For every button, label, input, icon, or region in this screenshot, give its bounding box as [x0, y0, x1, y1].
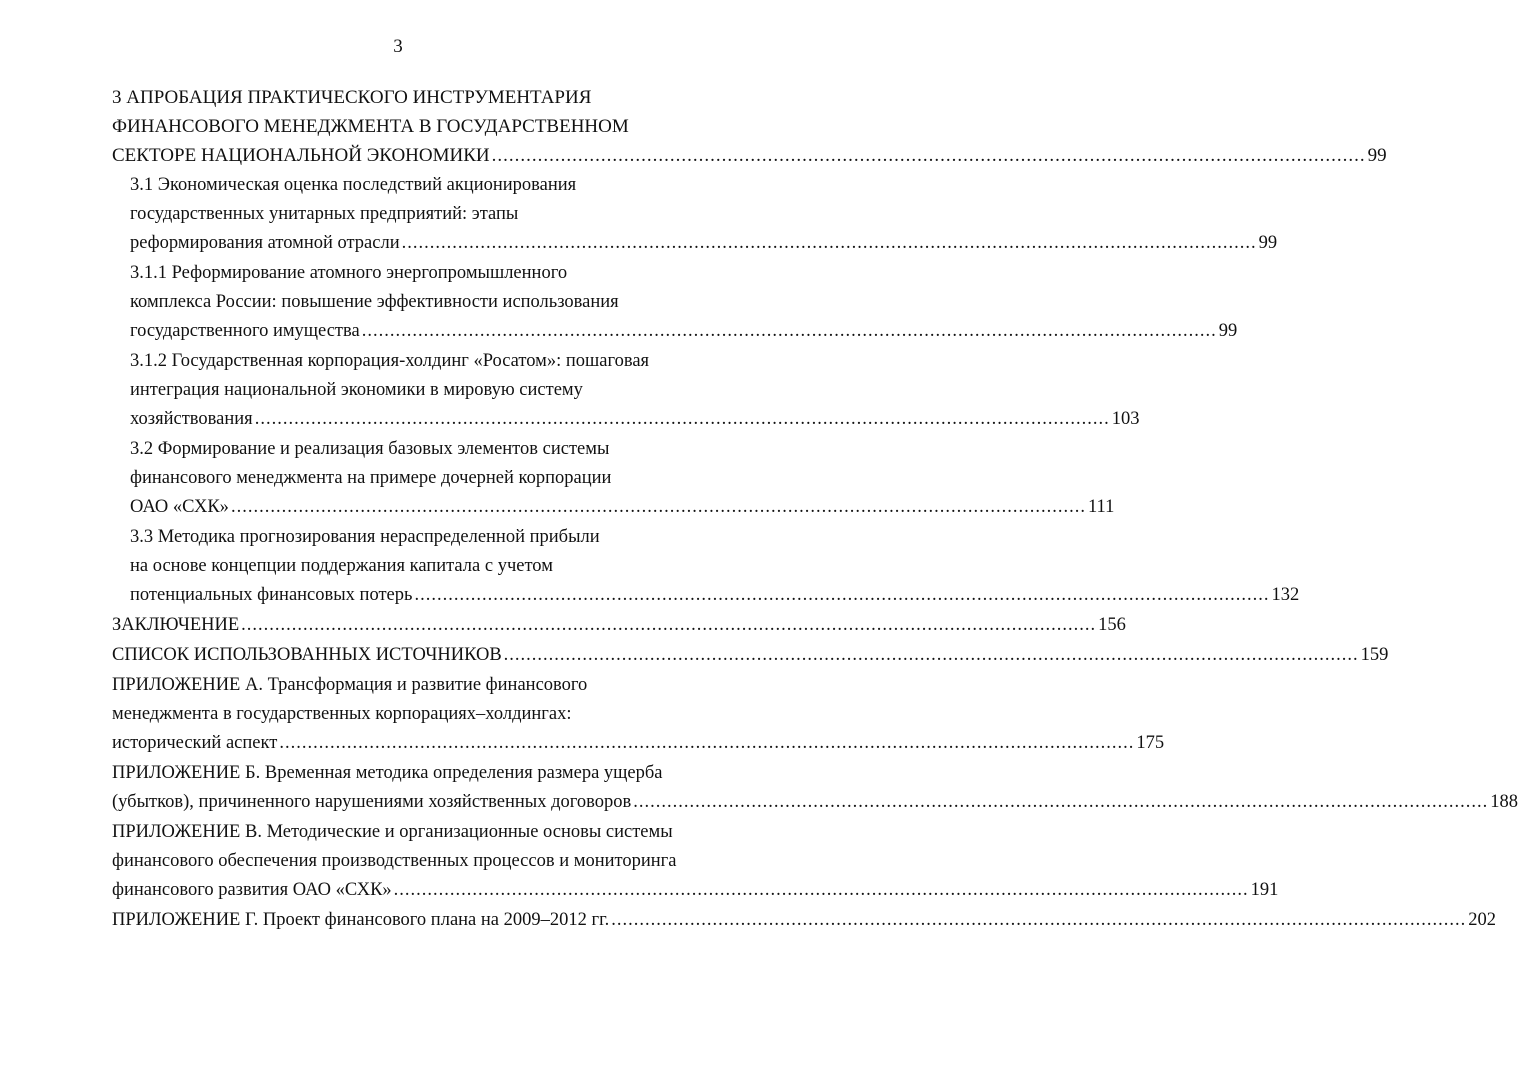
toc-page-number: 188	[1490, 792, 1518, 812]
toc-line: 3.1 Экономическая оценка последствий акционирования	[130, 175, 577, 195]
toc-line: ФИНАНСОВОГО МЕНЕДЖМЕНТА В ГОСУДАРСТВЕННОМ	[112, 116, 629, 137]
toc-line: реформирования атомной отрасли	[130, 233, 400, 253]
toc-line-leader	[112, 788, 1518, 817]
toc-line-leader	[130, 581, 1300, 610]
toc-line: СПИСОК ИСПОЛЬЗОВАННЫХ ИСТОЧНИКОВ	[112, 645, 502, 665]
toc-page-number: 99	[1367, 145, 1387, 166]
toc-page-number: 202	[1468, 910, 1496, 930]
dot-leader: ........................................................................................................................................................	[241, 615, 1097, 635]
toc-line: СЕКТОРЕ НАЦИОНАЛЬНОЙ ЭКОНОМИКИ	[112, 145, 490, 166]
toc-line-leader	[112, 611, 1126, 640]
toc-line-leader	[112, 729, 1165, 758]
toc-line: ПРИЛОЖЕНИЕ Б. Временная методика определения размера ущерба	[112, 763, 663, 783]
toc-line: хозяйствования	[130, 409, 253, 429]
dot-leader: ........................................................................................................................................................	[230, 497, 1086, 517]
toc-line: финансового развития ОАО «СХК»	[112, 880, 392, 900]
toc-line: ПРИЛОЖЕНИЕ Г. Проект финансового плана на 2009–2012 гг.	[112, 910, 610, 930]
toc-line: менеджмента в государственных корпорациях–холдингах:	[112, 704, 572, 724]
toc-line: ОАО «СХК»	[130, 497, 229, 517]
toc-line-leader	[130, 405, 1140, 434]
toc-line: исторический аспект	[112, 733, 278, 753]
toc-line-leader	[130, 317, 1238, 346]
toc-line: потенциальных финансовых потерь	[130, 585, 413, 605]
toc-line: ЗАКЛЮЧЕНИЕ	[112, 615, 240, 635]
toc-line-leader	[112, 141, 1387, 170]
toc-page-number: 99	[1218, 321, 1238, 341]
toc-line-leader	[130, 493, 1115, 522]
toc-line: ПРИЛОЖЕНИЕ В. Методические и организационные основы системы	[112, 822, 673, 842]
toc-page-number: 156	[1098, 615, 1126, 635]
toc-page-number: 132	[1271, 585, 1300, 605]
toc-line: 3.1.1 Реформирование атомного энергопромышленного	[130, 263, 568, 283]
toc-line: 3.1.2 Государственная корпорация-холдинг «Росатом»: пошаговая	[130, 351, 650, 371]
toc-line: комплекса России: повышение эффективности использования	[130, 292, 619, 312]
toc-line: (убытков), причиненного нарушениями хозяйственных договоров	[112, 792, 632, 812]
toc-line-leader	[112, 876, 1279, 905]
toc-line: на основе концепции поддержания капитала с учетом	[130, 556, 553, 576]
toc-line: государственных унитарных предприятий: этапы	[130, 204, 519, 224]
dot-leader: ........................................................................................................................................................	[503, 645, 1359, 665]
dot-leader: ........................................................................................................................................................	[401, 233, 1257, 253]
toc-line: 3 АПРОБАЦИЯ ПРАКТИЧЕСКОГО ИНСТРУМЕНТАРИЯ	[112, 87, 592, 108]
dot-leader: ........................................................................................................................................................	[611, 910, 1467, 930]
dot-leader: ........................................................................................................................................................	[393, 880, 1249, 900]
toc-line: 3.3 Методика прогнозирования нераспределенной прибыли	[130, 527, 600, 547]
toc-line-leader	[112, 906, 1496, 935]
dot-leader: ........................................................................................................................................................	[254, 409, 1110, 429]
toc-page-number: 103	[1111, 409, 1140, 429]
toc-page-number: 175	[1136, 733, 1165, 753]
toc-page-number: 111	[1087, 497, 1115, 517]
toc-line: финансового обеспечения производственных процессов и мониторинга	[112, 851, 677, 871]
toc-line: 3.2 Формирование и реализация базовых элементов системы	[130, 439, 610, 459]
dot-leader: ........................................................................................................................................................	[491, 145, 1366, 166]
toc-page-number: 99	[1258, 233, 1278, 253]
dot-leader: ........................................................................................................................................................	[361, 321, 1217, 341]
toc-line: государственного имущества	[130, 321, 360, 341]
toc-line-leader	[130, 229, 1278, 258]
toc-page-number: 159	[1360, 645, 1389, 665]
toc-line: интеграция национальной экономики в мировую систему	[130, 380, 583, 400]
dot-leader: ........................................................................................................................................................	[279, 733, 1135, 753]
dot-leader: ........................................................................................................................................................	[633, 792, 1489, 812]
toc-line: финансового менеджмента на примере дочерней корпорации	[130, 468, 612, 488]
page-number: 3	[393, 36, 403, 57]
toc-page-number: 191	[1250, 880, 1279, 900]
toc-line: ПРИЛОЖЕНИЕ А. Трансформация и развитие финансового	[112, 675, 588, 695]
toc-line-leader	[112, 641, 1389, 670]
dot-leader: ........................................................................................................................................................	[414, 585, 1270, 605]
